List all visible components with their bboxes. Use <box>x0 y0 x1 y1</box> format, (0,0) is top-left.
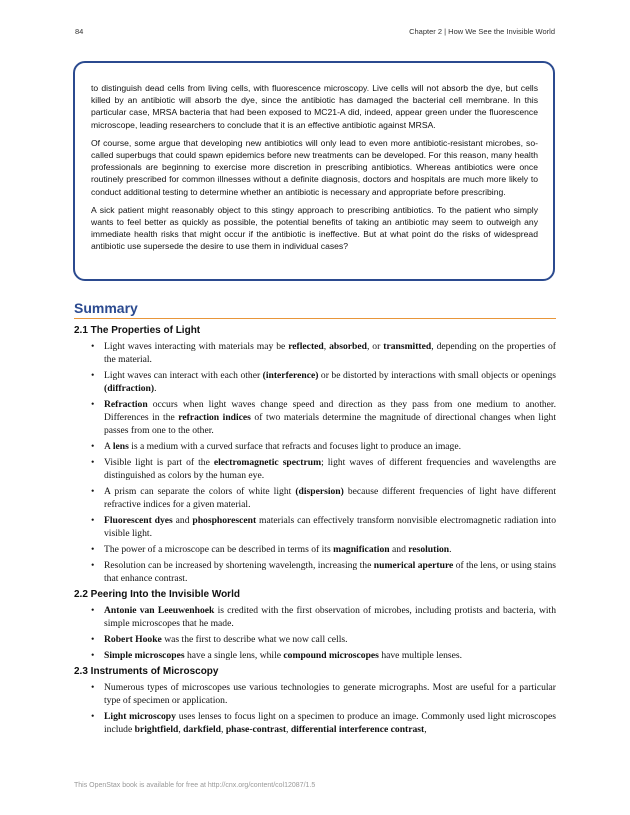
summary-list <box>74 604 556 662</box>
text-run: and <box>172 515 193 526</box>
key-term: absorbed <box>329 341 367 352</box>
text-run: and <box>389 544 409 555</box>
key-term: numerical aperture <box>373 560 454 571</box>
bullet-icon: • <box>91 399 95 410</box>
text-run: of the lens, or using stains that enhance contrast. <box>104 560 556 584</box>
key-term: electromagnetic spectrum <box>213 457 322 468</box>
text-run: because different frequencies of light have different refractive indices for a given material. <box>104 486 556 510</box>
text-run: is a medium with a curved surface that refracts and focuses light to produce an image. <box>128 441 462 452</box>
text-run: , <box>424 724 427 735</box>
text-run: A <box>104 441 113 452</box>
summary-list-item <box>74 559 556 585</box>
text-run: The power of a microscope can be described in terms of its <box>104 544 334 555</box>
summary-list-item <box>74 543 556 556</box>
text-run: , <box>323 341 330 352</box>
key-term: lens <box>112 441 129 452</box>
bullet-icon: • <box>91 544 95 555</box>
text-run: of two materials determine the magnitude of directional changes when light passes from one to the other. <box>104 412 556 436</box>
text-run: . <box>449 544 452 555</box>
summary-list-item <box>74 340 556 366</box>
text-run: , or <box>366 341 384 352</box>
summary-list-item <box>74 633 556 646</box>
summary-list-item <box>74 649 556 662</box>
bullet-icon: • <box>91 486 95 497</box>
text-run: , depending on the properties of the material. <box>104 341 556 365</box>
box-paragraph: Of course, some argue that developing new antibiotics will only lead to even more antibiotic-resistant microbes, so-called superbugs that could spawn epidemics before new treatments can be developed. For this reason, many health professionals are beginning to exercise more discretion in prescribing antibiotics. Whereas antibiotics were once routinely prescribed for common illnesses without a definite diagnosis, doctors and hospitals are much more likely to conduct additional testing to determine whether an antibiotic is necessary and appropriate before prescribing. <box>91 137 538 197</box>
key-term: (dispersion) <box>295 486 344 497</box>
key-term: (interference) <box>262 370 319 381</box>
text-run: Light waves interacting with materials may be <box>104 341 289 352</box>
text-run: occurs when light waves change speed and direction as they pass from one medium to another. Differences in the <box>104 399 556 423</box>
text-run: ; light waves of different frequencies and wavelengths are distinguished as colors by the human eye. <box>104 457 556 481</box>
bullet-icon: • <box>91 711 95 722</box>
text-run: or be distorted by interactions with small objects or openings <box>318 370 556 381</box>
key-term: phosphorescent <box>192 515 257 526</box>
bullet-icon: • <box>91 682 95 693</box>
box-paragraph: A sick patient might reasonably object to this stingy approach to prescribing antibiotics. To the patient who simply wants to feel better as quickly as possible, the potential benefits of taking an antibiotic may seem to outweigh any immediate health risks that might occur if the antibiotic is ineffective. But at what point do the risks of widespread antibiotic use supersede the desire to use them in individual cases? <box>91 204 538 252</box>
bullet-icon: • <box>91 457 95 468</box>
summary-list-item <box>74 369 556 395</box>
box-paragraph: to distinguish dead cells from living cells, with fluorescence microscopy. Live cells will not absorb the dye, but cells killed by an antibiotic will absorb the dye, since the antibiotic has damaged the bacterial cell membrane. In this particular case, MRSA bacteria that had been exposed to MC21-A did, indeed, appear green under the fluorescence microscope, leading researchers to conclude that it is an effective antibiotic against MRSA. <box>91 83 538 130</box>
text-run: uses lenses to focus light on a specimen to produce an image. Commonly used light microscopes include <box>104 711 556 735</box>
bullet-icon: • <box>91 560 95 571</box>
key-term: compound microscopes <box>283 650 379 661</box>
key-term: transmitted <box>383 341 432 352</box>
text-run: A prism can separate the colors of white light <box>104 486 296 497</box>
summary-list-item <box>74 514 556 540</box>
summary-list-item <box>74 456 556 482</box>
key-term: resolution <box>408 544 450 555</box>
bullet-icon: • <box>91 515 95 526</box>
section-heading: 2.1 The Properties of Light <box>74 325 201 336</box>
key-term: phase-contrast <box>225 724 287 735</box>
key-term: Fluorescent dyes <box>104 515 173 526</box>
text-run: Numerous types of microscopes use various technologies to generate micrographs. Most are useful for a particular type of specimen or application. <box>104 682 556 706</box>
key-term: reflected <box>288 341 324 352</box>
summary-list-item <box>74 604 556 630</box>
text-run: , <box>178 724 184 735</box>
summary-heading: Summary <box>74 300 138 316</box>
text-run: , <box>286 724 291 735</box>
bullet-icon: • <box>91 441 95 452</box>
page-footer: This OpenStax book is available for free at http://cnx.org/content/col12087/1.5 <box>74 782 316 789</box>
chapter-title: Chapter 2 | How We See the Invisible World <box>409 27 555 36</box>
bullet-icon: • <box>91 341 95 352</box>
text-run: materials can effectively transform nonvisible electromagnetic radiation into visible light. <box>104 515 556 539</box>
text-run: have multiple lenses. <box>378 650 463 661</box>
text-run: Visible light is part of the <box>104 457 214 468</box>
key-term: Robert Hooke <box>104 634 162 645</box>
bullet-icon: • <box>91 650 95 661</box>
key-term: Simple microscopes <box>104 650 185 661</box>
key-term: differential interference contrast <box>290 724 425 735</box>
summary-list-item <box>74 440 556 453</box>
summary-list-item <box>74 398 556 437</box>
key-term: darkfield <box>183 724 222 735</box>
summary-content <box>74 324 556 739</box>
page-number: 84 <box>75 27 84 36</box>
key-term: magnification <box>333 544 390 555</box>
summary-list-item <box>74 681 556 707</box>
section-heading: 2.2 Peering Into the Invisible World <box>74 589 240 600</box>
text-run: have a single lens, while <box>184 650 284 661</box>
summary-list-item <box>74 485 556 511</box>
key-term: (diffraction) <box>104 383 155 394</box>
bullet-icon: • <box>91 605 95 616</box>
text-run: is credited with the first observation of microbes, including protists and bacteria, with simple microscopes that he made. <box>104 605 556 629</box>
text-run: Resolution can be increased by shortening wavelength, increasing the <box>104 560 374 571</box>
summary-divider <box>74 318 556 319</box>
summary-list <box>74 340 556 585</box>
text-run: Light waves can interact with each other <box>104 370 263 381</box>
key-term: Refraction <box>104 399 148 410</box>
bullet-icon: • <box>91 370 95 381</box>
key-term: brightfield <box>134 724 179 735</box>
key-term: Light microscopy <box>104 711 176 722</box>
text-run: , <box>221 724 226 735</box>
summary-list <box>74 681 556 736</box>
key-term: refraction indices <box>178 412 251 423</box>
section-heading: 2.3 Instruments of Microscopy <box>74 666 219 677</box>
text-run: . <box>154 383 157 394</box>
bullet-icon: • <box>91 634 95 645</box>
text-run: was the first to describe what we now call cells. <box>161 634 348 645</box>
summary-list-item <box>74 710 556 736</box>
key-term: Antonie van Leeuwenhoek <box>104 605 215 616</box>
case-study-box <box>73 61 555 281</box>
